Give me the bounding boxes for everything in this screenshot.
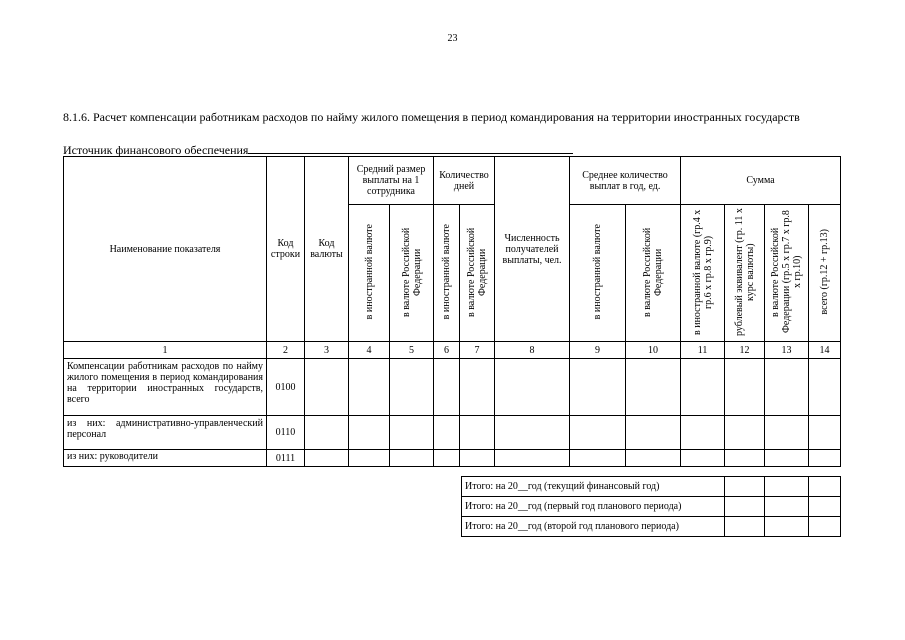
data-cell[interactable] — [460, 359, 495, 416]
calculation-table — [63, 156, 841, 467]
table-row — [64, 359, 841, 416]
totals-row — [462, 497, 841, 517]
data-cell[interactable] — [765, 416, 809, 450]
header-avg-count-rub: в валюте Российской Федерации — [626, 205, 681, 342]
data-cell[interactable] — [626, 359, 681, 416]
table-row — [64, 450, 841, 467]
data-cell[interactable] — [349, 416, 390, 450]
total-cell[interactable] — [809, 497, 841, 517]
column-number: 7 — [460, 342, 495, 359]
header-avg-count: Среднее количество выплат в год, ед. — [570, 157, 681, 205]
data-cell[interactable] — [305, 359, 349, 416]
header-sum-total: всего (гр.12 + гр.13) — [809, 205, 841, 342]
data-cell[interactable] — [681, 359, 725, 416]
column-number: 14 — [809, 342, 841, 359]
data-cell[interactable] — [570, 416, 626, 450]
column-number: 10 — [626, 342, 681, 359]
page-number: 23 — [447, 33, 458, 44]
row-code: 0100 — [267, 359, 305, 416]
header-name: Наименование показателя — [64, 157, 267, 342]
header-currency-code: Код валюты — [305, 157, 349, 342]
header-days-rub: в валюте Российской Федерации — [460, 205, 495, 342]
header-avg-count-foreign: в иностранной валюте — [570, 205, 626, 342]
data-cell[interactable] — [570, 450, 626, 467]
data-cell[interactable] — [349, 359, 390, 416]
column-number: 13 — [765, 342, 809, 359]
data-cell[interactable] — [390, 359, 434, 416]
total-cell[interactable] — [765, 477, 809, 497]
header-sum-rub: в валюте Российской Федерации (гр.5 х гр.7 х гр.8 х гр.10) — [765, 205, 809, 342]
total-cell[interactable] — [725, 477, 765, 497]
table-row — [64, 416, 841, 450]
total-cell[interactable] — [725, 497, 765, 517]
column-number: 2 — [267, 342, 305, 359]
total-cell[interactable] — [809, 477, 841, 497]
header-avg-payment-foreign: в иностранной валюте — [349, 205, 390, 342]
row-code: 0110 — [267, 416, 305, 450]
total-cell[interactable] — [725, 517, 765, 537]
data-cell[interactable] — [809, 450, 841, 467]
data-cell[interactable] — [809, 359, 841, 416]
header-sum-foreign: в иностранной валюте (гр.4 х гр.6 х гр.8 х гр.9) — [681, 205, 725, 342]
total-cell[interactable] — [765, 497, 809, 517]
totals-table — [461, 476, 841, 537]
column-number: 4 — [349, 342, 390, 359]
totals-row — [462, 477, 841, 497]
data-cell[interactable] — [626, 416, 681, 450]
header-avg-payment-rub: в валюте Российской Федерации — [390, 205, 434, 342]
funding-source-label: Источник финансового обеспечения — [63, 143, 249, 157]
data-cell[interactable] — [495, 416, 570, 450]
totals-label: Итого: на 20__год (первый год планового периода) — [462, 497, 725, 517]
header-days-foreign: в иностранной валюте — [434, 205, 460, 342]
data-cell[interactable] — [434, 416, 460, 450]
data-cell[interactable] — [725, 416, 765, 450]
totals-row — [462, 517, 841, 537]
data-cell[interactable] — [434, 450, 460, 467]
data-cell[interactable] — [495, 359, 570, 416]
column-number: 8 — [495, 342, 570, 359]
data-cell[interactable] — [809, 416, 841, 450]
data-cell[interactable] — [460, 416, 495, 450]
column-numbers-row — [64, 342, 841, 359]
data-cell[interactable] — [681, 450, 725, 467]
data-cell[interactable] — [765, 359, 809, 416]
data-cell[interactable] — [349, 450, 390, 467]
header-sum: Сумма — [681, 157, 841, 205]
totals-label: Итого: на 20__год (текущий финансовый год) — [462, 477, 725, 497]
column-number: 11 — [681, 342, 725, 359]
data-cell[interactable] — [725, 359, 765, 416]
data-cell[interactable] — [305, 416, 349, 450]
data-cell[interactable] — [765, 450, 809, 467]
header-days: Количество дней — [434, 157, 495, 205]
row-code: 0111 — [267, 450, 305, 467]
data-cell[interactable] — [570, 359, 626, 416]
data-cell[interactable] — [390, 450, 434, 467]
column-number: 3 — [305, 342, 349, 359]
header-sum-rub-equiv: рублевый эквивалент (гр. 11 х курс валюты) — [725, 205, 765, 342]
data-cell[interactable] — [681, 416, 725, 450]
row-name: из них: административно-управленческий персонал — [64, 416, 267, 450]
row-name: Компенсации работникам расходов по найму жилого помещения в период командирования на территории иностранных государств, всего — [64, 359, 267, 416]
data-cell[interactable] — [390, 416, 434, 450]
totals-label: Итого: на 20__год (второй год планового периода) — [462, 517, 725, 537]
header-avg-payment: Средний размер выплаты на 1 сотрудника — [349, 157, 434, 205]
header-code: Код строки — [267, 157, 305, 342]
header-recipients: Численность получателей выплаты, чел. — [495, 157, 570, 342]
data-cell[interactable] — [495, 450, 570, 467]
column-number: 12 — [725, 342, 765, 359]
row-name: из них: руководители — [64, 450, 267, 467]
data-cell[interactable] — [434, 359, 460, 416]
funding-source-field[interactable] — [248, 142, 573, 154]
column-number: 6 — [434, 342, 460, 359]
column-number: 9 — [570, 342, 626, 359]
data-cell[interactable] — [626, 450, 681, 467]
data-cell[interactable] — [460, 450, 495, 467]
column-number: 5 — [390, 342, 434, 359]
total-cell[interactable] — [809, 517, 841, 537]
section-title: 8.1.6. Расчет компенсации работникам расходов по найму жилого помещения в период командирования на территории иностранных государств — [63, 110, 800, 124]
column-number: 1 — [64, 342, 267, 359]
total-cell[interactable] — [765, 517, 809, 537]
data-cell[interactable] — [725, 450, 765, 467]
data-cell[interactable] — [305, 450, 349, 467]
